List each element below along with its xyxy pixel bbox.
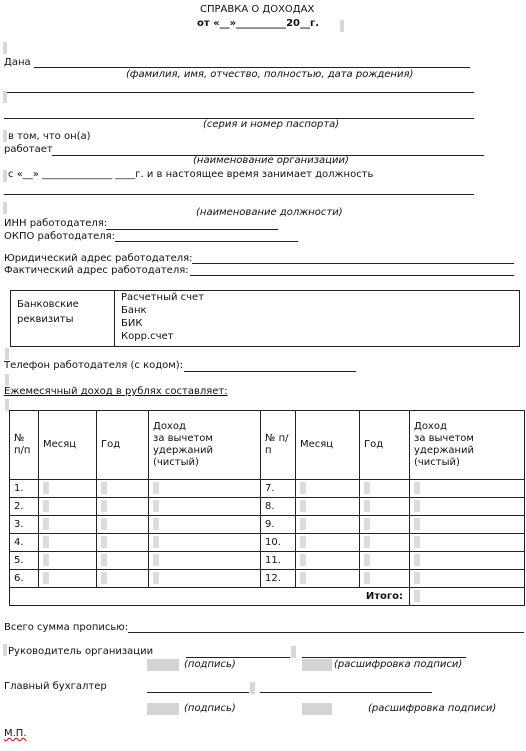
edit-marker [302,703,332,715]
inn-line[interactable] [106,229,278,230]
accountant-label: Главный бухгалтер [4,681,107,692]
edit-marker [3,130,7,142]
head-label: Руководитель организации [8,646,154,657]
income-cell[interactable] [149,498,261,516]
edit-marker [5,374,9,386]
passport-caption: (серия и номер паспорта) [203,119,340,130]
row-number: 10. [261,534,296,552]
col-header-income [149,411,261,480]
monthly-income-label: Ежемесячный доход в рублях составляет: [4,386,228,397]
row-number: 7. [261,480,296,498]
income-header-l1: Доход [414,421,447,432]
row-number: 6. [10,570,39,588]
head-decoding-line[interactable] [302,657,466,658]
table-row [10,498,525,516]
row-number: 11. [261,552,296,570]
total-row [10,588,525,606]
organization-caption: (наименование организации) [193,155,349,166]
year-cell[interactable] [360,570,410,588]
row-number: 8. [261,498,296,516]
edit-marker [250,682,255,694]
year-cell[interactable] [97,534,149,552]
issued-to-line-2[interactable] [4,92,474,93]
month-cell[interactable] [296,516,360,534]
actual-address-label: Фактический адрес работодателя: [4,265,189,276]
month-cell[interactable] [39,552,97,570]
row-number: 5. [10,552,39,570]
income-header-l4: (чистый) [414,457,460,468]
col-header-month-2: Месяц [296,411,360,480]
bank-label-line1: Банковские [17,299,79,310]
income-cell[interactable] [410,516,525,534]
edit-marker [3,644,7,656]
phone-label: Телефон работодателя (с кодом): [4,360,184,371]
row-number: 4. [10,534,39,552]
income-cell[interactable] [149,570,261,588]
month-cell[interactable] [296,552,360,570]
year-cell[interactable] [97,552,149,570]
income-cell[interactable] [149,480,261,498]
head-decoding-caption: (расшифровка подписи) [334,659,463,670]
legal-address-line[interactable] [192,263,514,264]
table-row [10,480,525,498]
stamp-label: М.П. [4,728,27,739]
month-cell[interactable] [39,516,97,534]
month-cell[interactable] [296,570,360,588]
actual-address-line[interactable] [190,275,514,276]
col-header-month: Месяц [39,411,97,480]
table-row [10,552,525,570]
month-cell[interactable] [39,480,97,498]
edit-marker [147,659,179,671]
edit-marker [5,348,9,360]
income-header-l4: (чистый) [153,457,199,468]
row-number: 9. [261,516,296,534]
edit-marker [340,20,344,32]
month-cell[interactable] [296,534,360,552]
month-cell[interactable] [39,498,97,516]
document-title: СПРАВКА О ДОХОДАХ [200,4,315,15]
row-number: 2. [10,498,39,516]
accountant-signature-caption: (подпись) [184,703,236,714]
inn-label: ИНН работодателя: [4,218,108,229]
income-cell[interactable] [149,552,261,570]
works-label: работает [4,144,53,155]
edit-marker [147,703,179,715]
head-signature-caption: (подпись) [184,659,236,670]
edit-marker [291,646,296,658]
accountant-decoding-caption: (расшифровка подписи) [368,703,497,714]
issued-to-label: Дана [4,57,31,68]
total-words-line[interactable] [128,632,524,633]
table-row [10,570,525,588]
income-cell[interactable] [149,534,261,552]
since-text: с «__» ______________ ____г. и в настоящее время занимает должность [8,169,374,180]
accountant-decoding-line[interactable] [260,692,432,693]
edit-marker [3,42,7,54]
bank-divider [114,291,115,346]
position-caption: (наименование должности) [196,207,343,218]
total-label: Итого: [365,590,403,602]
position-line[interactable] [4,194,474,195]
income-cell[interactable] [410,498,525,516]
row-number: 12. [261,570,296,588]
income-header-l2: за вычетом [414,433,474,444]
head-signature-line[interactable] [186,657,290,658]
income-cell[interactable] [410,570,525,588]
okpo-label: ОКПО работодателя: [4,231,116,242]
total-value-cell[interactable] [410,588,525,606]
bank-field-bik[interactable]: БИК [121,318,143,329]
issued-to-line[interactable] [34,67,470,68]
bank-field-account[interactable]: Расчетный счет [121,292,205,303]
year-cell[interactable] [360,480,410,498]
table-header-row [10,411,525,480]
in-that-text: в том, что он(а) [8,131,91,142]
income-header-l3: удержаний [414,445,475,456]
income-table [9,410,525,606]
year-cell[interactable] [97,516,149,534]
col-header-year-2: Год [360,411,410,480]
income-cell[interactable] [410,552,525,570]
bank-field-bank[interactable]: Банк [121,305,147,316]
income-cell[interactable] [410,534,525,552]
income-header-l2: за вычетом [153,433,213,444]
year-cell[interactable] [360,534,410,552]
year-cell[interactable] [360,516,410,534]
row-number: 1. [10,480,39,498]
table-row [10,516,525,534]
income-cell[interactable] [149,516,261,534]
year-cell[interactable] [97,480,149,498]
row-number: 3. [10,516,39,534]
date-line: от «__»__________20__г. [197,18,320,29]
bank-label-line2: реквизиты [17,314,74,325]
income-cell[interactable] [410,480,525,498]
legal-address-label: Юридический адрес работодателя: [4,253,193,264]
edit-marker [302,659,332,671]
edit-marker [3,91,7,103]
year-cell[interactable] [360,498,410,516]
year-cell[interactable] [97,570,149,588]
okpo-line[interactable] [115,241,298,242]
year-cell[interactable] [360,552,410,570]
total-words-label: Всего сумма прописью: [4,622,129,633]
year-cell[interactable] [97,498,149,516]
bank-field-corr[interactable]: Корр.счет [121,331,174,342]
month-cell[interactable] [39,570,97,588]
edit-marker [3,202,7,214]
phone-line[interactable] [184,371,356,372]
income-header-l1: Доход [153,421,186,432]
month-cell[interactable] [39,534,97,552]
issued-to-caption: (фамилия, имя, отчество, полностью, дата рождения) [126,69,414,80]
col-header-num-2: № п/п [261,411,296,480]
income-header-l3: удержаний [153,445,214,456]
col-header-income-2 [410,411,525,480]
bank-details-box [10,290,520,347]
accountant-signature-line[interactable] [147,692,249,693]
month-cell[interactable] [296,498,360,516]
total-label-cell [10,588,410,606]
col-header-num: № п/п [10,411,39,480]
edit-marker [3,170,7,182]
month-cell[interactable] [296,480,360,498]
col-header-year: Год [97,411,149,480]
table-row [10,534,525,552]
